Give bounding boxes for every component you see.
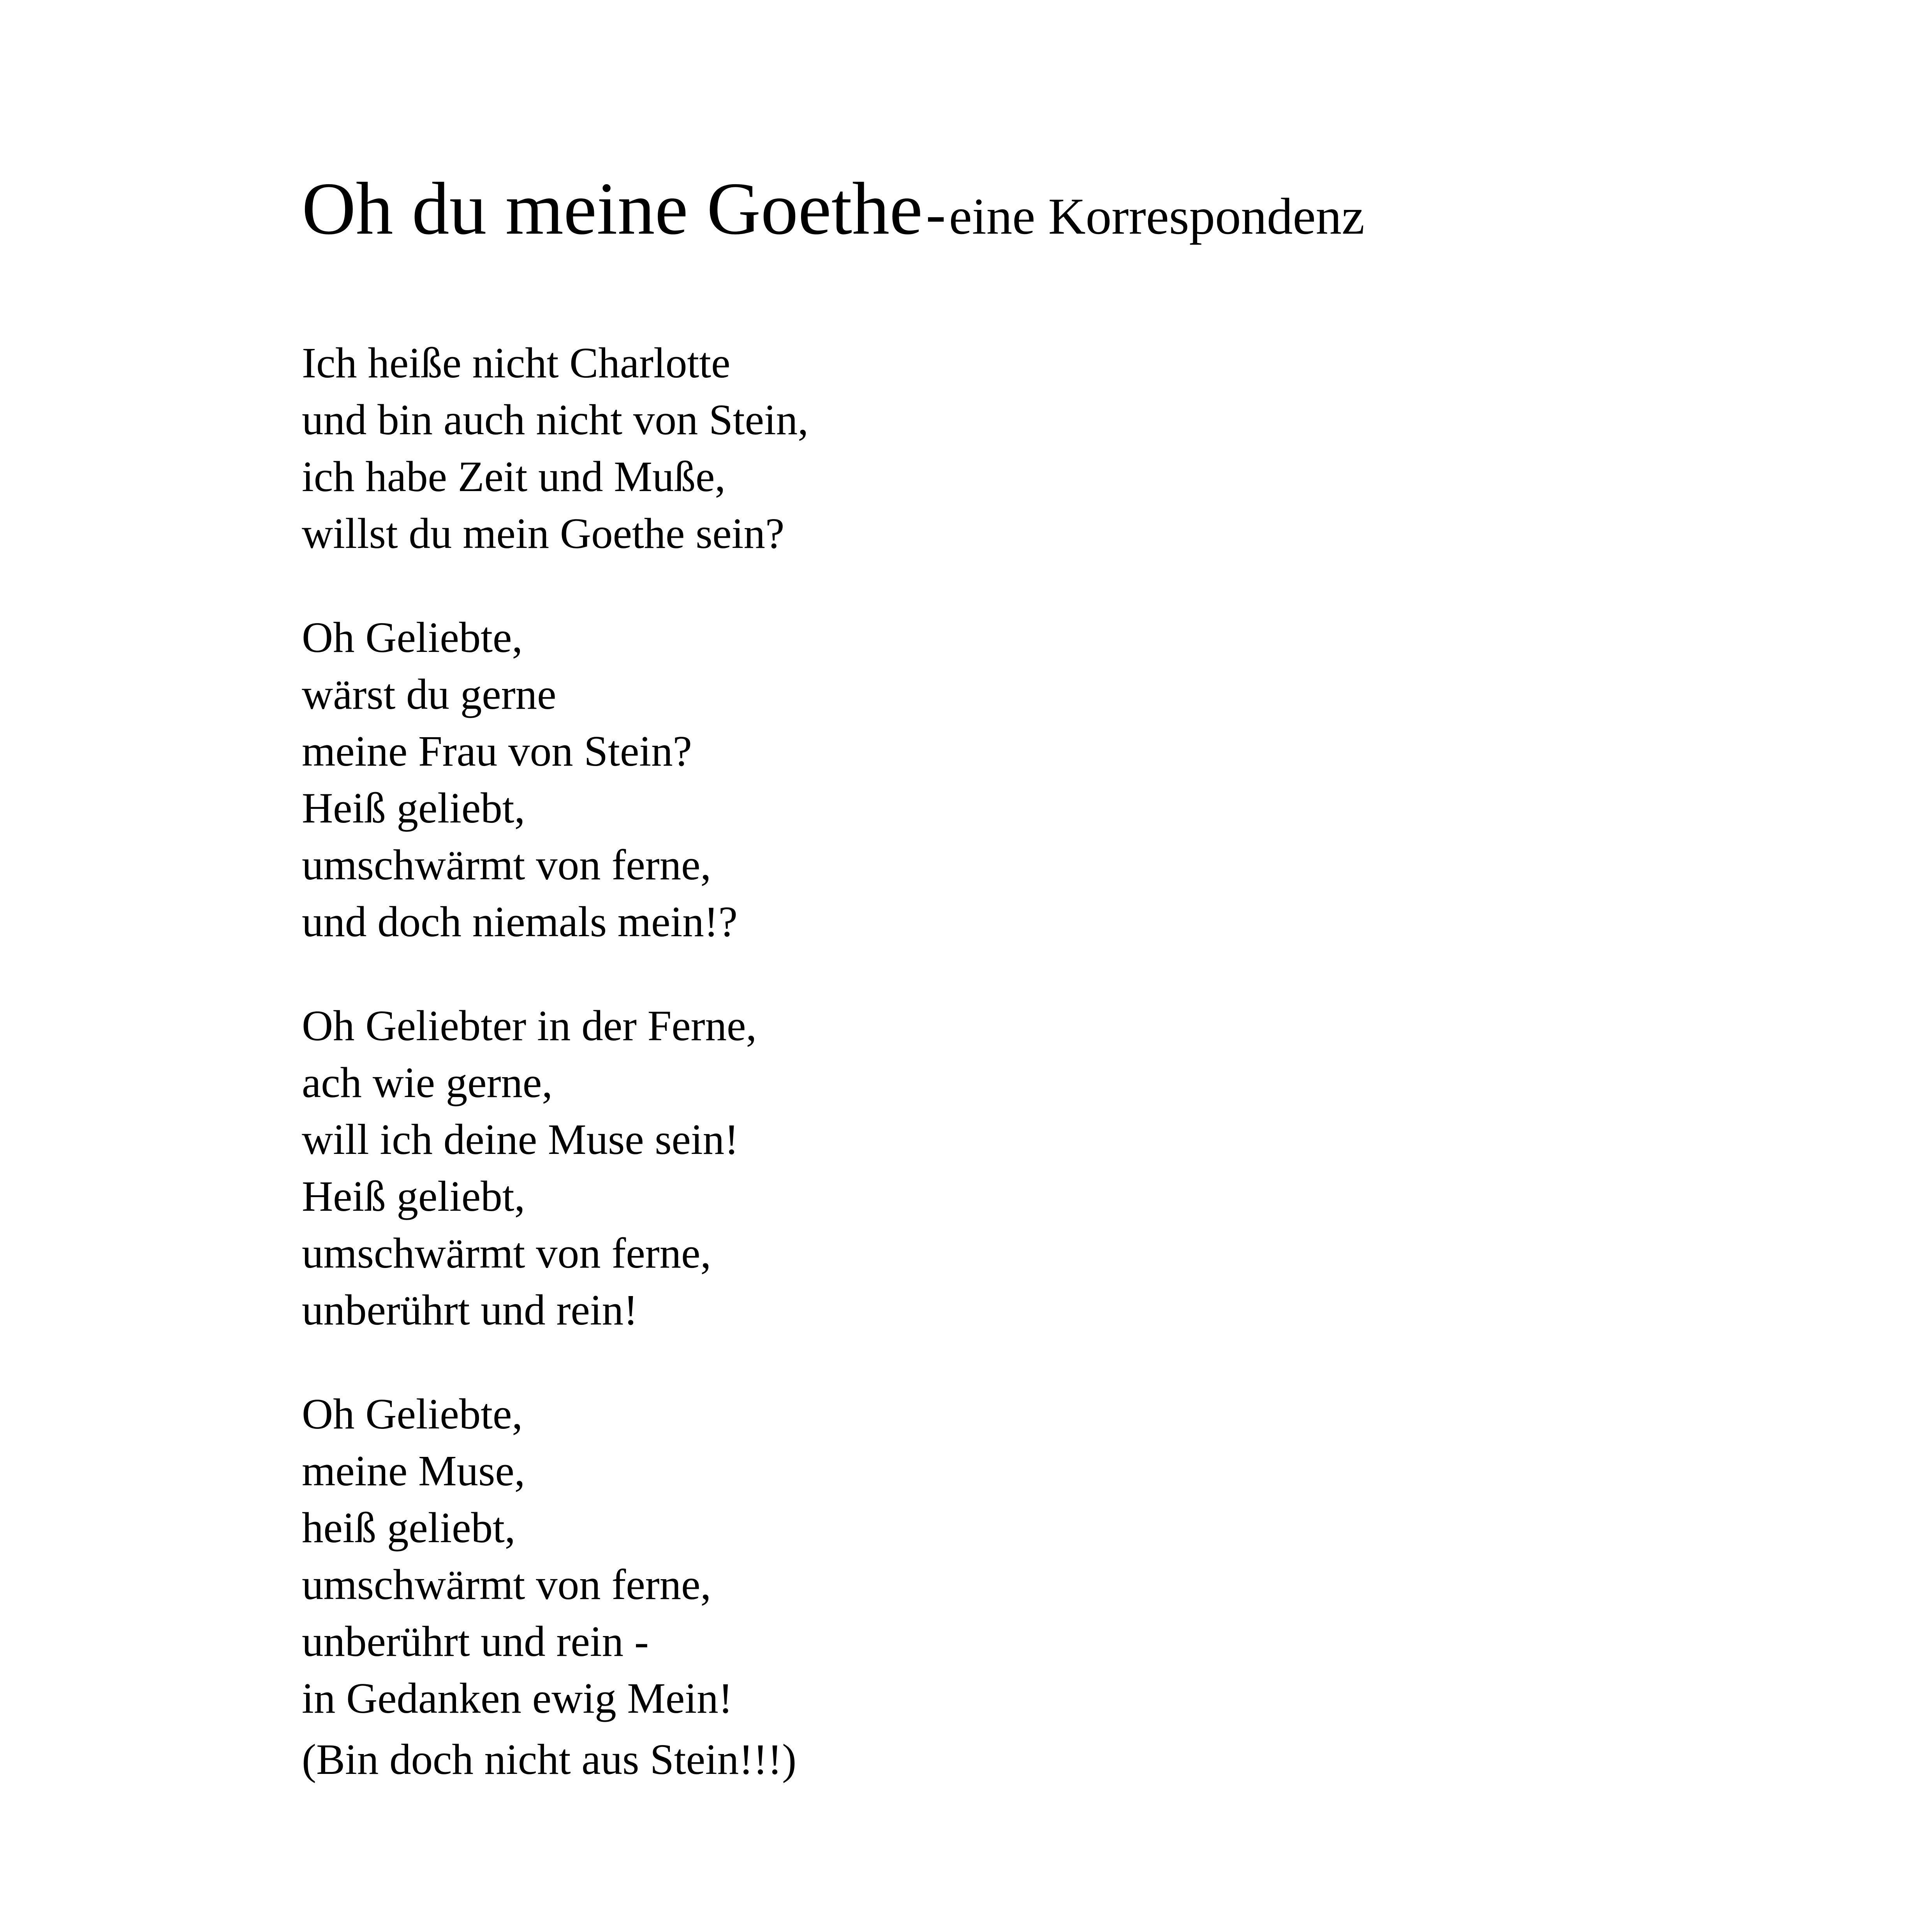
title-subtitle: eine Korrespondenz (949, 187, 1365, 245)
poem-line: Oh Geliebte, (302, 1390, 523, 1438)
poem-line: heiß geliebt, (302, 1504, 516, 1552)
poem-line: Heiß geliebt, (302, 784, 525, 832)
poem-line: Ich heiße nicht Charlotte (302, 339, 731, 387)
stanza-1 (302, 335, 1704, 562)
poem-line: umschwärmt von ferne, (302, 841, 712, 889)
poem-line: Oh Geliebte, (302, 614, 523, 662)
title-main: Oh du meine Goethe (302, 167, 923, 250)
poem-line: ich habe Zeit und Muße, (302, 453, 726, 501)
closing-line: (Bin doch nicht aus Stein!!!) (302, 1736, 797, 1784)
poem-line: und doch niemals mein!? (302, 898, 738, 946)
page-title (302, 167, 1365, 250)
poem-line: Heiß geliebt, (302, 1173, 525, 1220)
poem-line: in Gedanken ewig Mein! (302, 1675, 733, 1722)
poem-line: umschwärmt von ferne, (302, 1561, 712, 1609)
poem-line: und bin auch nicht von Stein, (302, 396, 808, 444)
poem-line: ach wie gerne, (302, 1059, 553, 1107)
poem-line: wärst du gerne (302, 671, 557, 719)
poem-line: Oh Geliebter in der Ferne, (302, 1002, 757, 1050)
poem-body (302, 335, 1704, 1727)
stanza-2 (302, 609, 1704, 951)
title-dash: - (926, 180, 946, 247)
stanza-4 (302, 1386, 1704, 1727)
poem-line: meine Frau von Stein? (302, 727, 692, 775)
poem-line: unberührt und rein! (302, 1286, 638, 1334)
poem-line: meine Muse, (302, 1447, 525, 1495)
poem-line: will ich deine Muse sein! (302, 1116, 739, 1164)
poem-line: willst du mein Goethe sein? (302, 510, 785, 558)
poem-line: umschwärmt von ferne, (302, 1229, 712, 1277)
poem-line: unberührt und rein - (302, 1618, 649, 1666)
stanza-3 (302, 998, 1704, 1339)
